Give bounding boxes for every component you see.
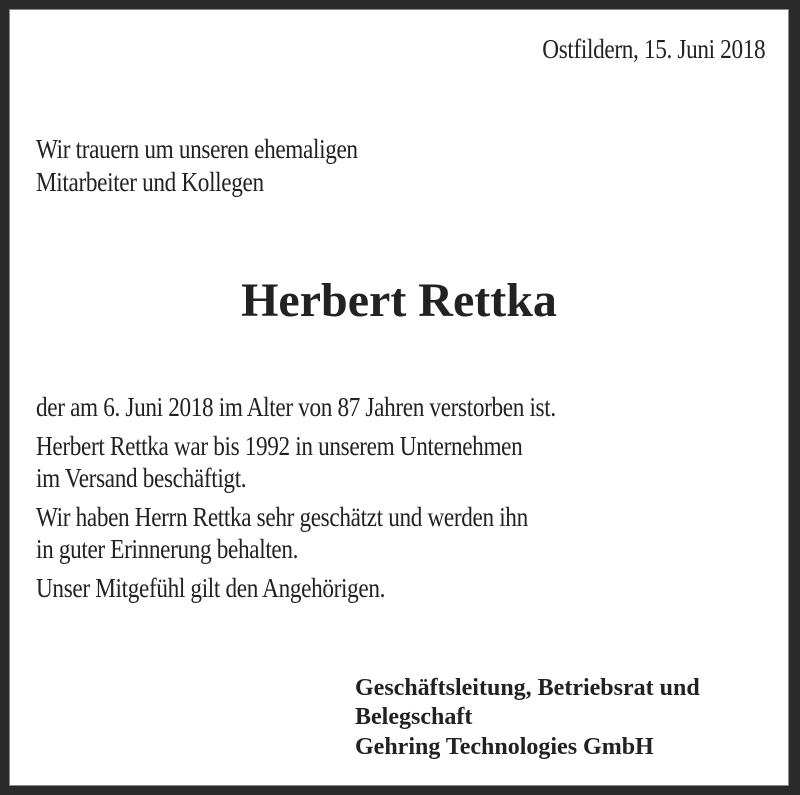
intro-line-2: Mitarbeiter und Kollegen [36,167,264,197]
body-line-5: in guter Erinnerung behalten. [36,534,299,564]
signature-line-2: Belegschaft [355,704,473,730]
body-line-2: Herbert Rettka war bis 1992 in unserem Unternehmen [36,431,523,461]
signature-line-1: Geschäftsleitung, Betriebsrat und [355,675,700,701]
body-line-4: Wir haben Herrn Rettka sehr geschätzt und werden ihn [36,502,528,532]
place-date: Ostfildern, 15. Juni 2018 [542,34,765,64]
body-line-3: im Versand beschäftigt. [36,463,247,493]
signature-company: Gehring Technologies GmbH [355,734,654,760]
body-line-1: der am 6. Juni 2018 im Alter von 87 Jahren verstorben ist. [36,392,556,422]
deceased-name: Herbert Rettka [241,274,557,327]
obituary-notice [9,9,789,786]
body-line-6: Unser Mitgefühl gilt den Angehörigen. [36,573,386,603]
intro-line-1: Wir trauern um unseren ehemaligen [36,134,358,164]
